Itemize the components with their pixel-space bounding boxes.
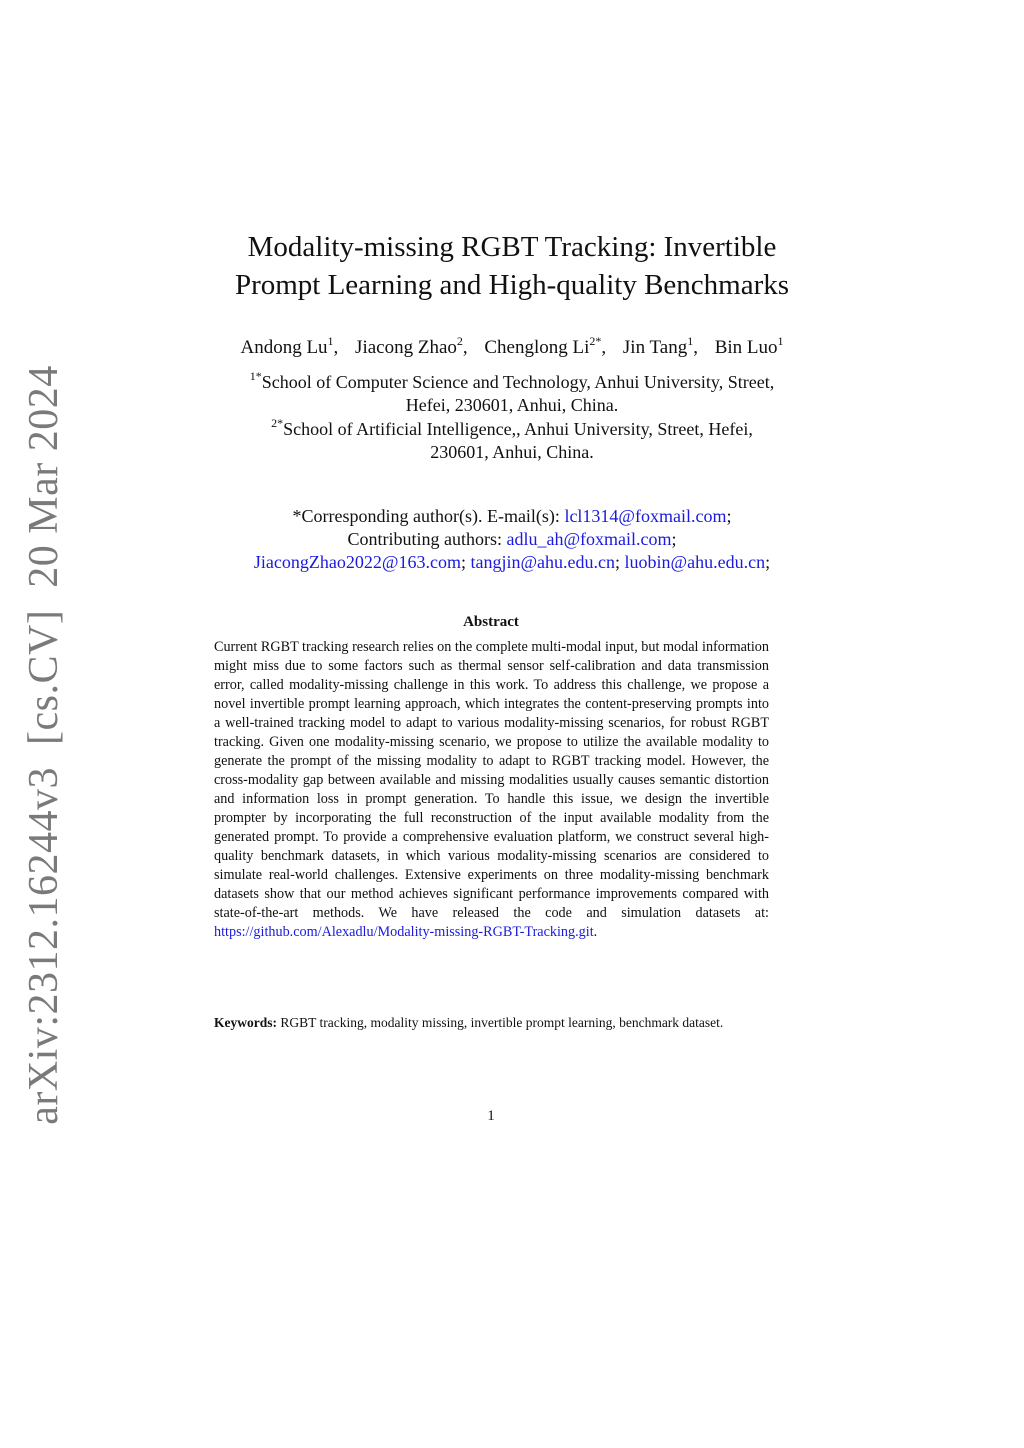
author: Bin Luo$^1$: [714, 334, 784, 358]
title-line-2: Prompt Learning and High-quality Benchmarks: [234, 269, 790, 301]
author: Andong Lu$^1$,: [240, 334, 339, 358]
corresponding-label: *Corresponding author(s). E-mail(s):: [292, 506, 560, 526]
code-repo-link[interactable]: https://github.com/Alexadlu/Modality-missing-RGBT-Tracking.git: [214, 924, 594, 940]
paper-title: [0, 228, 1024, 304]
keywords: [214, 1014, 769, 1032]
arxiv-side-stamp: [20, 365, 68, 1125]
abstract-text: Current RGBT tracking research relies on the complete multi-modal input, but modal information might miss due to some factors such as thermal sensor self-calibration and data transmission error, called modality-missing challenge in this work. To address this challenge, we propose a novel invertible prompt learning approach, which integrates the content-preserving prompts into a well-trained tracking model to adapt to various modality-missing scenarios, for robust RGBT tracking. Given one modality-missing scenario, we propose to utilize the available modality to generate the prompt of the missing modality to adapt to RGBT tracking model. However, the cross-modality gap between available and missing modalities usually causes semantic distortion and information loss in prompt generation. To handle this issue, we design the invertible prompter by incorporating the full reconstruction of the input available modality from the generated prompt. To provide a comprehensive evaluation platform, we construct several high-quality benchmark datasets, in which various modality-missing scenarios are considered to simulate real-world challenges. Extensive experiments on three modality-missing benchmark datasets show that our method achieves significant performance improvements compared with state-of-the-art methods. We have released the code and simulation datasets at:: [214, 639, 769, 921]
contributing-email-link[interactable]: tangjin@ahu.edu.cn: [470, 552, 616, 572]
keywords-text: RGBT tracking, modality missing, invertible prompt learning, benchmark dataset.: [280, 1015, 724, 1030]
author: Chenglong $Li^{2*}$,: [484, 334, 607, 358]
author-list: [0, 335, 1024, 361]
affiliation-1: $^{1*}$School of Computer Science and Technology, Anhui University, Street, Hefei, 230601, Anhui, China.: [249, 369, 775, 415]
correspondence: *Corresponding author(s). E-mail(s): lcl1314@foxmail.com; Contributing authors: adlu_ah@foxmail.com; JiacongZhao2022@163.com; tangjin@ahu.edu.cn; luobin@ahu.edu.cn;: [253, 506, 771, 572]
keywords-label: Keywords:: [214, 1015, 277, 1030]
affiliation-2: $^{2*}$School of Artificial Intelligence,, Anhui University, Street, Hefei, 230601, Anhui, China.: [271, 416, 753, 462]
contributing-email-link[interactable]: JiacongZhao2022@163.com: [253, 552, 461, 572]
arxiv-id: arXiv:2312.16244v3: [21, 767, 67, 1125]
author: Jiacong Zhao$^2$,: [355, 334, 468, 358]
abstract-heading: Abstract: [463, 614, 519, 630]
author: Jin Tang$^1$,: [622, 334, 698, 358]
arxiv-date: 20 Mar 2024: [21, 365, 67, 588]
contributing-email-link[interactable]: luobin@ahu.edu.cn: [624, 552, 766, 572]
contributing-email-link[interactable]: adlu_ah@foxmail.com: [506, 529, 672, 549]
corresponding-email-link[interactable]: lcl1314@foxmail.com: [564, 506, 727, 526]
abstract-body: Current RGBT tracking research relies on the complete multi-modal input, but modal information might miss due to some factors such as thermal sensor self-calibration and data transmission error, called modality-missing challenge in this work. To address this challenge, we propose a novel invertible prompt learning approach, which integrates the content-preserving prompts into a well-trained tracking model to adapt to various modality-missing scenarios, for robust RGBT tracking. Given one modality-missing scenario, we propose to utilize the available modality to generate the prompt of the missing modality to adapt to RGBT tracking model. However, the cross-modality gap between available and missing modalities usually causes semantic distortion and information loss in prompt generation. To handle this issue, we design the invertible prompter by incorporating the full reconstruction of the input available modality from the generated prompt. To provide a comprehensive evaluation platform, we construct several high-quality benchmark datasets, in which various modality-missing scenarios are considered to simulate real-world challenges. Extensive experiments on three modality-missing benchmark datasets show that our method achieves significant performance improvements compared with state-of-the-art methods. We have released the code and simulation datasets at: https://github.com/Alexadlu/Modality-missing-RGBT-Tracking.git.: [214, 639, 769, 940]
contributing-label: Contributing authors:: [347, 529, 502, 549]
arxiv-category: [cs.CV]: [21, 609, 67, 745]
title-line-1: Modality-missing RGBT Tracking: Invertible: [247, 231, 777, 263]
page-number: 1: [487, 1108, 495, 1124]
